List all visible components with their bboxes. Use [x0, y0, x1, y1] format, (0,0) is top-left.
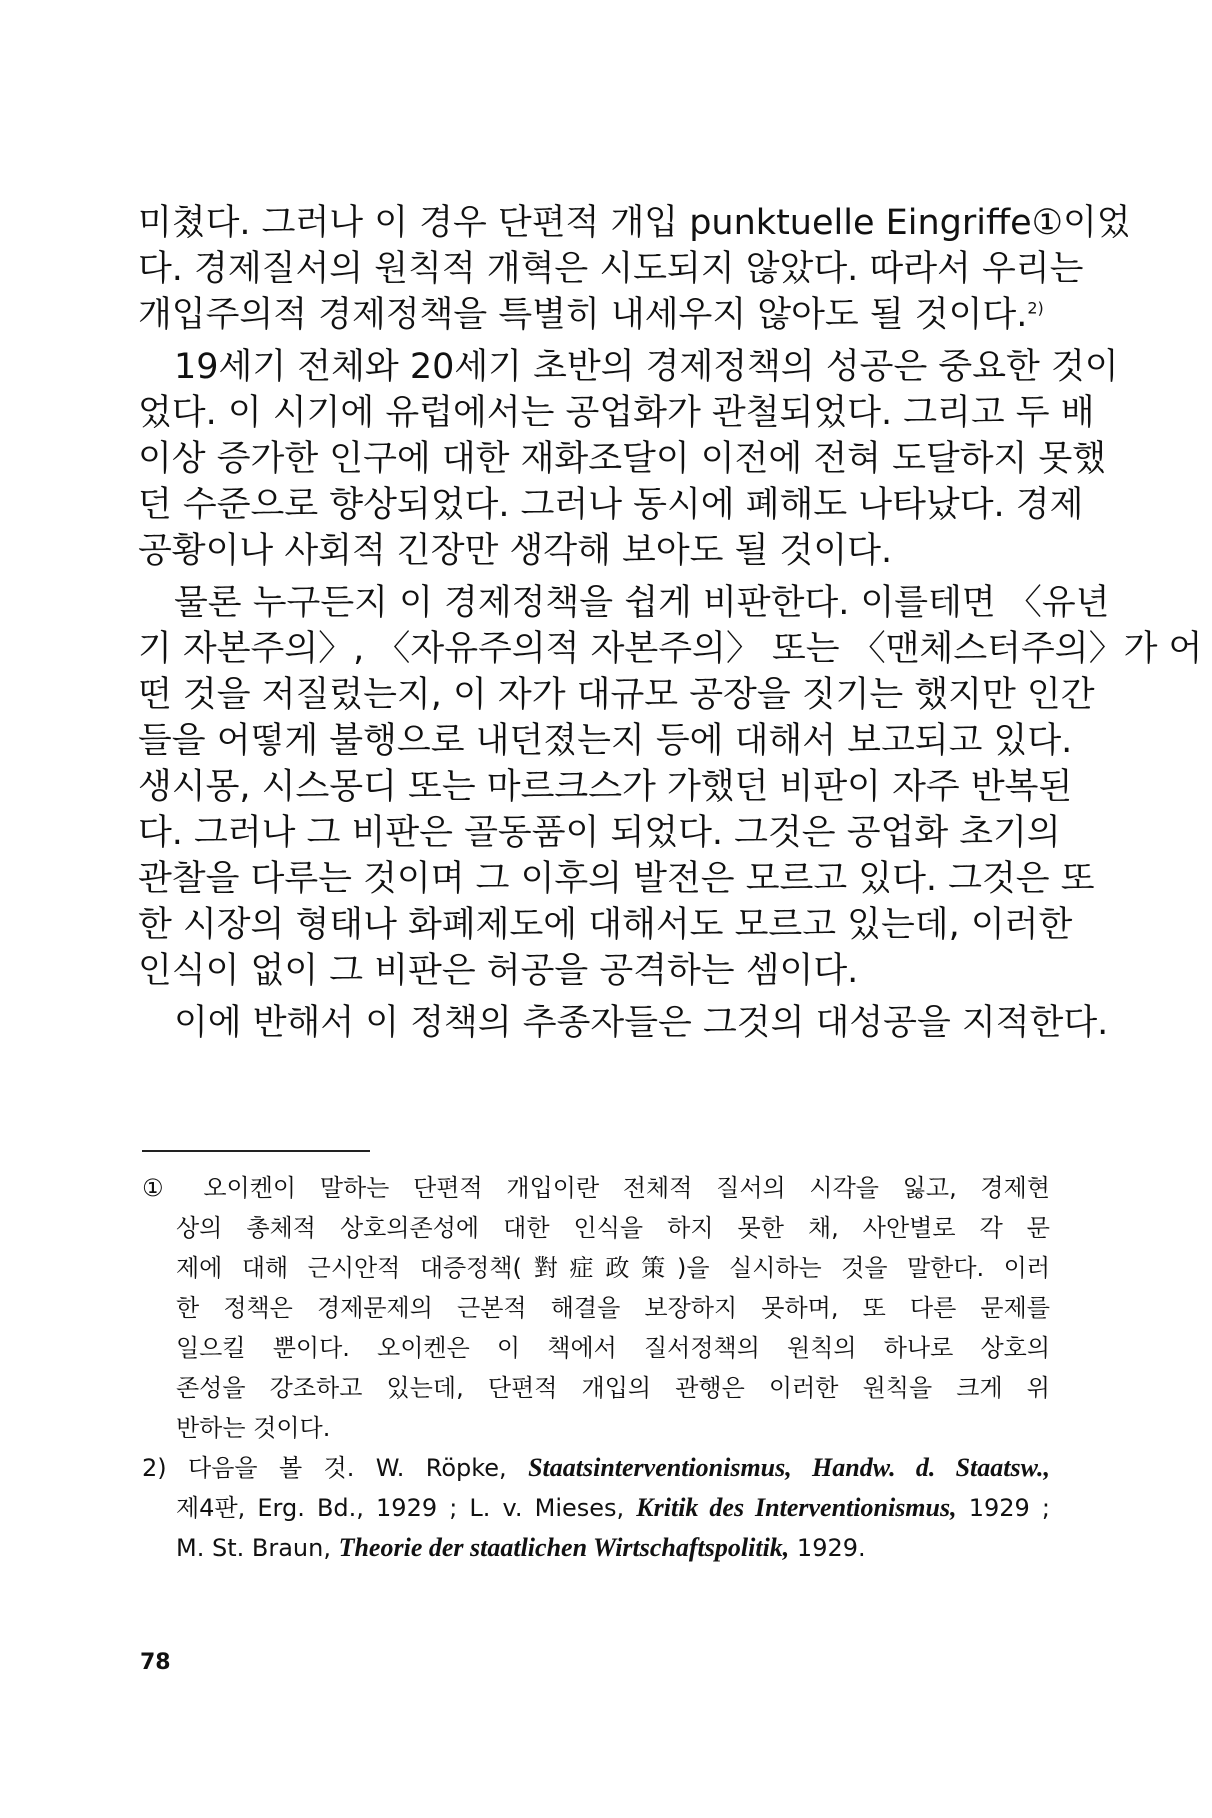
footnote-text: 1929 ; [956, 1494, 1051, 1522]
footnote-text: 2) 다음을 볼 것. W. Röpke, [142, 1454, 529, 1482]
paragraph-2 [138, 344, 1119, 574]
footnote-text: M. St. Braun, [176, 1534, 339, 1562]
footnote-text: 1929. [789, 1534, 866, 1562]
text-line: 미쳤다. 그러나 이 경우 단편적 개입 punktuelle Eingriffe①이었 [138, 203, 1131, 243]
text-line: 다. 그러나 그 비판은 골동품이 되었다. 그것은 공업화 초기의 [138, 813, 1061, 853]
footnote-line: ① 오이켄이 말하는 단편적 개입이란 전체적 질서의 시각을 잃고, 경제현 [142, 1174, 1050, 1202]
footnote-line: 일으킬 뿐이다. 오이켄은 이 책에서 질서정책의 원칙의 하나로 상호의 [176, 1334, 1050, 1362]
text-line: 관찰을 다루는 것이며 그 이후의 발전은 모르고 있다. 그것은 또 [138, 859, 1095, 899]
footnote-1 [142, 1168, 1050, 1448]
citation-title: Staatsinterventionismus, Handw. d. Staatsw., [528, 1453, 1050, 1482]
footnote-ref-2: 2) [1027, 298, 1044, 318]
text-line: 들을 어떻게 불행으로 내던졌는지 등에 대해서 보고되고 있다. [138, 721, 1073, 761]
paragraph-3 [138, 580, 1203, 994]
footnote-line: 한 정책은 경제문제의 근본적 해결을 보장하지 못하며, 또 다른 문제를 [176, 1294, 1050, 1322]
text-line: 19세기 전체와 20세기 초반의 경제정책의 성공은 중요한 것이 [174, 347, 1119, 387]
footnote-line: 반하는 것이다. [176, 1414, 331, 1442]
text-line: 물론 누구든지 이 경제정책을 쉽게 비판한다. 이를테면 〈유년 [174, 583, 1110, 623]
text-line: 개입주의적 경제정책을 특별히 내세우지 않아도 될 것이다. [138, 295, 1028, 335]
text-line: 던 수준으로 향상되었다. 그러나 동시에 폐해도 나타났다. 경제 [138, 485, 1084, 525]
text-line: 떤 것을 저질렀는지, 이 자가 대규모 공장을 짓기는 했지만 인간 [138, 675, 1095, 715]
text-line: 었다. 이 시기에 유럽에서는 공업화가 관철되었다. 그리고 두 배 [138, 393, 1095, 433]
paragraph-1 [138, 200, 1131, 338]
text-line: 이에 반해서 이 정책의 추종자들은 그것의 대성공을 지적한다. [174, 1003, 1109, 1043]
citation-title: Kritik des Interventionismus, [636, 1493, 957, 1522]
page-number: 78 [140, 1650, 171, 1675]
footnote-line: 존성을 강조하고 있는데, 단편적 개입의 관행은 이러한 원칙을 크게 위 [176, 1374, 1050, 1402]
footnote-line: 상의 총체적 상호의존성에 대한 인식을 하지 못한 채, 사안별로 각 문 [176, 1214, 1050, 1242]
text-line: 한 시장의 형태나 화폐제도에 대해서도 모르고 있는데, 이러한 [138, 905, 1073, 945]
footnotes [142, 1168, 1050, 1568]
citation-title: Theorie der staatlichen Wirtschaftspolitik, [338, 1533, 790, 1562]
footnote-2 [142, 1448, 1050, 1568]
main-text [138, 200, 1203, 1052]
footnote-line: 제에 대해 근시안적 대증정책(對症政策)을 실시하는 것을 말한다. 이러 [176, 1254, 1050, 1282]
text-line: 인식이 없이 그 비판은 허공을 공격하는 셈이다. [138, 951, 859, 991]
paragraph-4 [138, 1000, 1109, 1046]
text-line: 생시몽, 시스몽디 또는 마르크스가 가했던 비판이 자주 반복된 [138, 767, 1073, 807]
text-line: 기 자본주의〉, 〈자유주의적 자본주의〉 또는 〈맨체스터주의〉가 어 [138, 629, 1203, 669]
footnote-text: 제4판, Erg. Bd., 1929 ; L. v. Mieses, [176, 1494, 637, 1522]
text-line: 이상 증가한 인구에 대한 재화조달이 이전에 전혀 도달하지 못했 [138, 439, 1107, 479]
footnote-divider [142, 1150, 370, 1152]
text-line: 공황이나 사회적 긴장만 생각해 보아도 될 것이다. [138, 531, 893, 571]
text-line: 다. 경제질서의 원칙적 개혁은 시도되지 않았다. 따라서 우리는 [138, 249, 1084, 289]
